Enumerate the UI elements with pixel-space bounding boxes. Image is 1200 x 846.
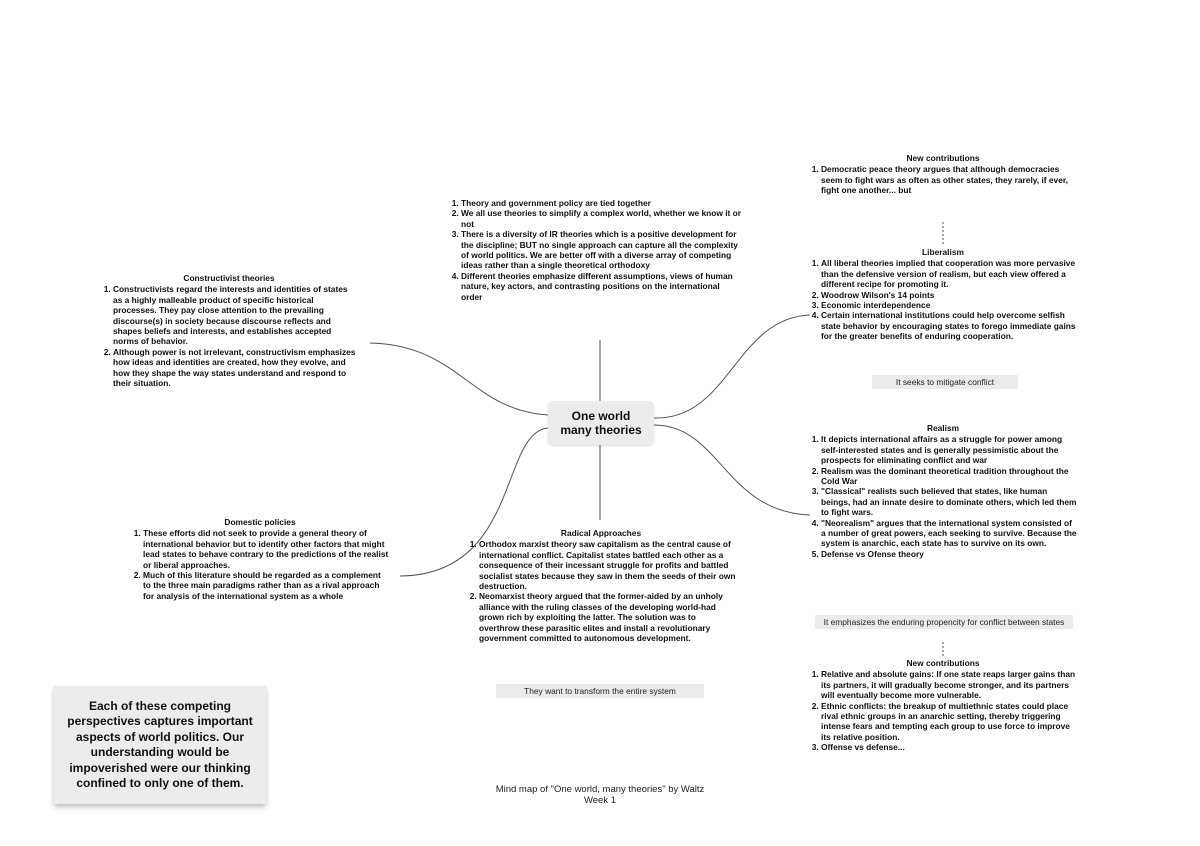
constructivist-theories-node[interactable] <box>100 273 358 388</box>
list-item: 1. All liberal theories implied that cooperation was more pervasive than the defensive version of realism, but each view offered a different recipe for promoting it. <box>821 258 1078 289</box>
edge-constructivist <box>370 343 548 415</box>
list-item: 1. These efforts did not seek to provide a general theory of international behavior but to identify other factors that might lead states to behave contrary to the predictions of the realist or liberal approaches. <box>143 528 390 570</box>
list-item: 2. Realism was the dominant theoretical tradition throughout the Cold War <box>821 466 1078 487</box>
node-list <box>808 164 1078 195</box>
list-item: 1. Democratic peace theory argues that although democracies seem to fight wars as often as other states, they rarely, if ever, fight one another... but <box>821 164 1078 195</box>
list-item: 1. Theory and government policy are tied together <box>461 198 743 208</box>
list-item: 1. It depicts international affairs as a struggle for power among self-interested states and is generally pessimistic about the prospects for eliminating conflict and war <box>821 434 1078 465</box>
node-list <box>100 284 358 388</box>
list-item: 3. Economic interdependence <box>821 300 1078 310</box>
list-item: 3. There is a diversity of IR theories which is a positive development for the discipline; BUT no single approach can capture all the complexity of world politics. We are better off with a diverse array of competing ideas rather than a single theoretical orthodoxy <box>461 229 743 271</box>
node-list <box>466 539 736 643</box>
node-heading: Realism <box>926 423 960 433</box>
node-heading: Radical Approaches <box>560 528 642 538</box>
map-caption <box>430 784 770 806</box>
liberal-new-contributions-node[interactable] <box>808 153 1078 196</box>
node-heading: Domestic policies <box>224 517 296 527</box>
node-list <box>808 434 1078 559</box>
node-heading: New contributions <box>906 658 980 668</box>
summary-callout[interactable] <box>54 686 266 804</box>
list-item: 4. Different theories emphasize different assumptions, views of human nature, key actors, and contrasting positions on the international order <box>461 271 743 302</box>
list-item: 1. Relative and absolute gains: If one state reaps larger gains than its partners, it will gradually become stronger, and its partners will eventually become more vulnerable. <box>821 669 1078 700</box>
list-item: 5. Defense vs Ofense theory <box>821 549 1078 559</box>
list-item: 1. Orthodox marxist theory saw capitalism as the central cause of international conflict. Capitalist states battled each other as a consequence of their incessant struggle for profits and battled socialist states because they saw in them the seeds of their own destruction. <box>479 539 736 591</box>
node-heading: Liberalism <box>922 247 964 257</box>
list-item: 3. Offense vs defense... <box>821 742 1078 752</box>
list-item: 4. Certain international institutions could help overcome selfish state behavior by encouraging states to forego immediate gains for the greater benefits of enduring cooperation. <box>821 310 1078 341</box>
realism-node[interactable] <box>808 423 1078 559</box>
node-list <box>808 258 1078 341</box>
edge-liberalism <box>654 315 810 418</box>
node-heading: Constructivist theories <box>183 273 275 283</box>
node-list <box>130 528 390 601</box>
edge-realism <box>654 425 810 515</box>
domestic-policies-node[interactable] <box>130 517 390 601</box>
list-item: 4. "Neorealism" argues that the international system consisted of a number of great powers, each seeking to survive. Because the system is anarchic, each state has to survive on its own. <box>821 518 1078 549</box>
radical-note: They want to transform the entire system <box>496 684 704 698</box>
node-list <box>808 669 1078 752</box>
list-item: 3. "Classical" realists such believed that states, like human beings, had an innate desire to dominate others, which led them to fight wars. <box>821 486 1078 517</box>
top-points-block <box>448 198 743 302</box>
list-item: 2. Neomarxist theory argued that the former-aided by an unholy alliance with the ruling classes of the developing world-had grown rich by exploiting the latter. The solution was to overthrow these parasitic elites and install a revolutionary government committed to autonomous development. <box>479 591 736 643</box>
realism-note: It emphasizes the enduring propencity for conflict between states <box>815 615 1073 629</box>
radical-approaches-node[interactable] <box>466 528 736 643</box>
list-item: 2. Ethnic conflicts: the breakup of multiethnic states could place rival ethnic groups in an anarchic setting, thereby triggering intense fears and tempting each group to use force to improve its relative position. <box>821 701 1078 743</box>
list-item: 2. Much of this literature should be regarded as a complement to the three main paradigms rather than as a rival approach for analysis of the international system as a whole <box>143 570 390 601</box>
realism-new-contributions-node[interactable] <box>808 658 1078 753</box>
central-topic-node[interactable] <box>548 401 654 445</box>
liberalism-node[interactable] <box>808 247 1078 342</box>
top-points-list <box>448 198 743 302</box>
list-item: 2. We all use theories to simplify a complex world, whether we know it or not <box>461 208 743 229</box>
central-topic-label: One world many theories <box>560 409 642 437</box>
caption-week: Week 1 <box>583 795 617 806</box>
node-heading: New contributions <box>906 153 980 163</box>
summary-callout-text: Each of these competing perspectives captures important aspects of world politics. Our understanding would be impoverished were our thinking confined to only one of them. <box>67 698 253 790</box>
list-item: 2. Woodrow Wilson's 14 points <box>821 290 1078 300</box>
caption-title: Mind map of "One world, many theories" by Waltz <box>495 784 705 795</box>
list-item: 2. Although power is not irrelevant, constructivism emphasizes how ideas and identities are created, how they evolve, and how they shape the way states understand and respond to their situation. <box>113 347 358 389</box>
list-item: 1. Constructivists regard the interests and identities of states as a highly malleable product of specific historical processes. They pay close attention to the prevailing discourse(s) in society because discourse reflects and shapes beliefs and interests, and establishes accepted norms of behavior. <box>113 284 358 346</box>
liberalism-note: It seeks to mitigate conflict <box>872 375 1018 389</box>
